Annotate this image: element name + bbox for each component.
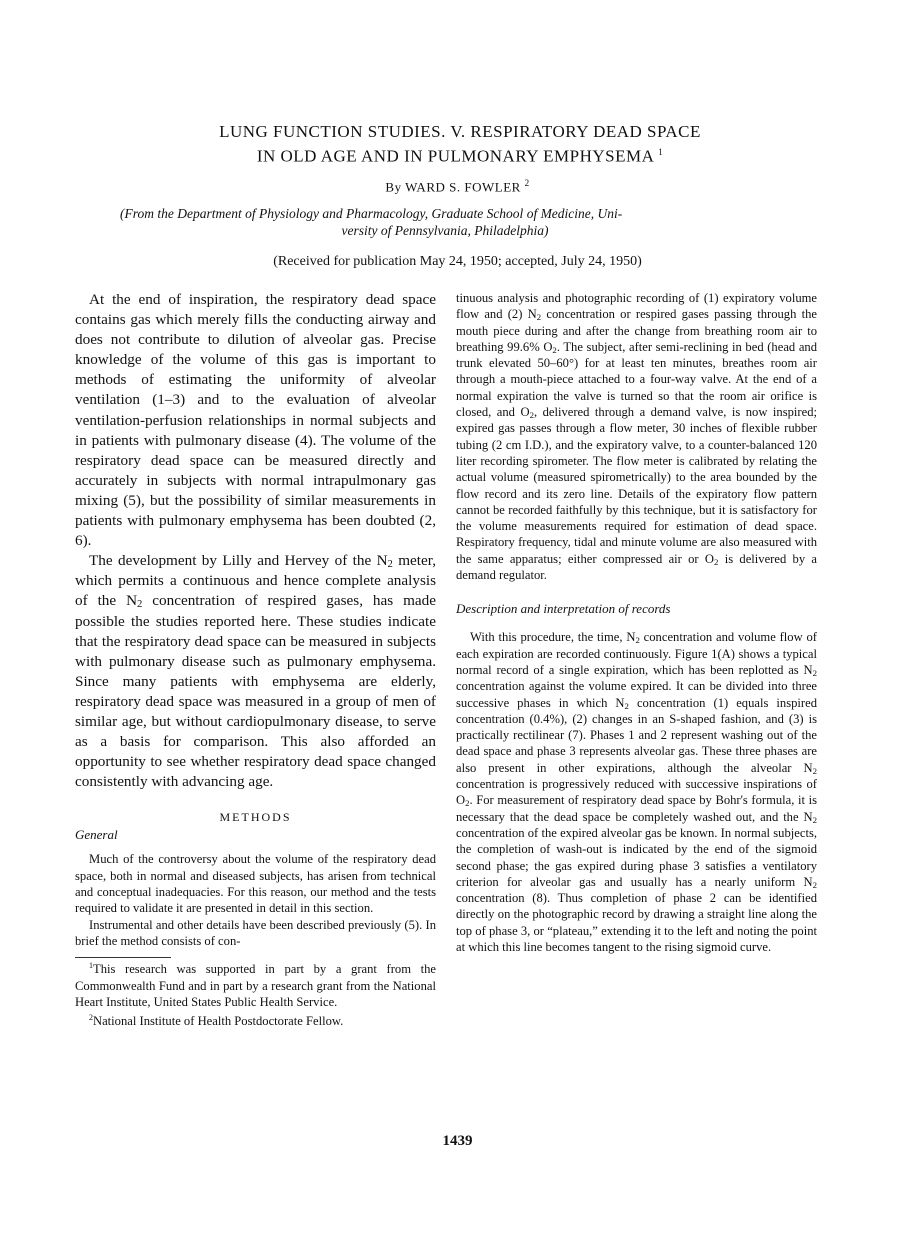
- affiliation-continued: versity of Pennsylvania, Philadelphia): [341, 223, 549, 238]
- methods-continued-paragraph: tinuous analysis and photographic recording of (1) expiratory volume flow and (2) $N_2$ concentration or respired gases passing through the mouth piece during and after the change from breathing room air to breathing 99.6% $O_2$. The subject, after semi-reclining in bed (head and trunk elevated 50–60°) for at least ten minutes, breathes room air through a mouth-piece attached to a four-way valve. At the end of a normal expiration the valve is turned so that the room air orifice is closed, and $O_2$, delivered through a demand valve, is now inspired; expired gas passes through a flow meter, 30 inches of flexible rubber tubing (2 cm I.D.), and the expiratory valve, to a counter-balanced 120 liter recording spirometer. The flow meter is calibrated by relating the actual volume (measured spirometrically) to the area bounded by the flow record and its zero line. Details of the expiratory flow pattern cannot be recorded faithfully by this technique, but it is satisfactory for the volume measurements required for estimation of dead space. Respiratory frequency, tidal and minute volume are also measured with the same apparatus; either compressed air or $O_2$ is delivered by a demand regulator.: [456, 291, 818, 583]
- footnote-1: $^1$This research was supported in part by a grant from the Commonwealth Fund and in part by a research grant from the National Heart Institute, United States Public Health Service.: [75, 961, 436, 1009]
- author-footnote-mark: 2: [524, 178, 530, 188]
- general-paragraph-2: Instrumental and other details have been described previously (5). In brief the method consists of con-: [75, 917, 436, 948]
- received-date: (Received for publication May 24, 1950; accepted, July 24, 1950): [273, 254, 642, 269]
- general-paragraph-1: Much of the controversy about the volume of the respiratory dead space, both in normal and diseased subjects, has arisen from technical and conceptual inadequacies. For this reason, our method and the tests required to validate it are presented in detail in this section.: [75, 852, 436, 916]
- left-column: [75, 290, 436, 1030]
- intro-paragraph-1: At the end of inspiration, the respiratory dead space contains gas which merely fills the conducting airway and does not contribute to dilution of alveolar gas. Precise knowledge of the volume of this gas is important to methods of estimating the uniformity of alveolar ventilation (1–3) and to the evaluation of alveolar ventilation-perfusion relationships in normal subjects and in patients with pulmonary disease (4). The volume of the respiratory dead space can be measured directly and accurately in subjects with normal intrapulmonary gas mixing (5), but the possibility of similar measurements in patients with pulmonary emphysema has been doubted (2, 6).: [75, 291, 436, 550]
- records-paragraph: With this procedure, the time, $N_2$ concentration and volume flow of each expiration are recorded continuously. Figure 1(A) shows a typical normal record of a single expiration, which has been replotted as $N_2$ concentration against the volume expired. It can be divided into three successive phases in which $N_2$ concentration (1) equals inspired concentration (0.4%), (2) changes in an S-shaped fashion, and (3) is practically rectilinear (7). Phases 1 and 2 represent washing out of the dead space and phase 3 represents alveolar gas. These three phases are also present in other expirations, although the alveolar $N_2$ concentration is progressively reduced with successive inspirations of $O_2$. For measurement of respiratory dead space by Bohr's formula, it is necessary that the dead space be completely washed out, and the $N_2$ concentration of the expired alveolar gas be known. In normal subjects, the completion of wash-out is indicated by the end of the sigmoid second phase; the gas expired during phase 3 satisfies a ventilatory criterion for alveolar gas and usually has a nearly uniform $N_2$ concentration (8). Thus completion of phase 2 can be identified directly on the photographic record by drawing a straight line along the top of phase 3, or “plateau,” extending it to the left and noting the point at which this line becomes tangent to the rising sigmoid curve.: [456, 630, 817, 954]
- page-number: 1439: [442, 1133, 473, 1149]
- title-footnote-mark: 1: [658, 147, 664, 157]
- author-line: By WARD S. FOWLER $^2$: [385, 178, 530, 195]
- general-subheading: General: [75, 827, 118, 843]
- article-title: [120, 122, 800, 167]
- affiliation: (From the Department of Physiology and Pharmacology, Graduate School of Medicine, Uni- versity of Pennsylvania, Philadelphia): [120, 205, 770, 239]
- title-line-2: IN OLD AGE AND IN PULMONARY EMPHYSEMA $^1$: [256, 146, 664, 166]
- records-subheading: Description and interpretation of records: [456, 601, 671, 617]
- right-column: [456, 290, 817, 955]
- footnote-2: $^2$National Institute of Health Postdoctorate Fellow.: [89, 1013, 344, 1029]
- intro-paragraph-2: The development by Lilly and Hervey of the $N_2$ meter, which permits a continuous and hence complete analysis of the $N_2$ concentration of respired gases, has made possible the studies reported here. These studies indicate that the respiratory dead space can be measured in subjects with pulmonary disease such as pulmonary emphysema. Since many patients with emphysema are elderly, respiratory dead space was measured in a group of men of similar age, but without cardiopulmonary disease, to serve as a basis for comparison. This also afforded an opportunity to see whether respiratory dead space changed consistently with advancing age.: [75, 552, 436, 791]
- title-line-1: LUNG FUNCTION STUDIES. V. RESPIRATORY DEAD SPACE: [219, 122, 701, 141]
- methods-heading: METHODS: [219, 810, 292, 825]
